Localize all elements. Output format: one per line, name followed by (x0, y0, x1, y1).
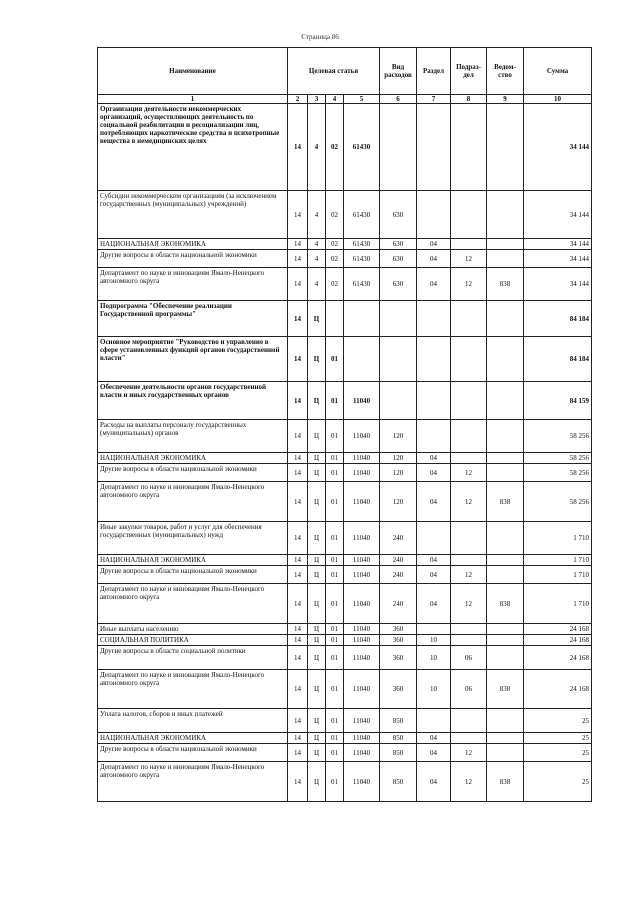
cell-subprogram: 4 (308, 191, 326, 239)
cell-direction: 11040 (344, 646, 380, 670)
cell-subsection: 12 (451, 464, 487, 482)
table-row (98, 744, 592, 762)
table-row (98, 733, 592, 744)
cell-name: Департамент по науке и инновациям Ямало-Ненецкого автономного округа (98, 584, 288, 624)
cell-measure: 01 (326, 624, 344, 635)
cell-program: 14 (288, 239, 308, 250)
cell-subsection (451, 522, 487, 555)
cell-section: 10 (417, 670, 451, 709)
cell-program: 14 (288, 453, 308, 464)
cell-department (487, 239, 524, 250)
cell-subprogram: Ц (308, 709, 326, 733)
cell-expense-type: 630 (380, 191, 417, 239)
cell-expense-type: 850 (380, 733, 417, 744)
cell-program: 14 (288, 301, 308, 337)
cell-name: Уплата налогов, сборов и иных платежей (98, 709, 288, 733)
header-target: Целевая статья (288, 48, 380, 95)
table-row (98, 337, 592, 382)
cell-direction: 61430 (344, 250, 380, 268)
cell-direction: 11040 (344, 709, 380, 733)
cell-measure: 01 (326, 709, 344, 733)
cell-subprogram: 4 (308, 239, 326, 250)
cell-section: 04 (417, 555, 451, 566)
cell-program: 14 (288, 464, 308, 482)
cell-name: Расходы на выплаты персоналу государственных (муниципальных) органов (98, 420, 288, 453)
cell-department: 838 (487, 584, 524, 624)
table-row (98, 670, 592, 709)
cell-program: 14 (288, 744, 308, 762)
table-row (98, 191, 592, 239)
cell-expense-type (380, 104, 417, 191)
cell-section: 04 (417, 250, 451, 268)
cell-subprogram: Ц (308, 646, 326, 670)
cell-name: НАЦИОНАЛЬНАЯ ЭКОНОМИКА (98, 239, 288, 250)
table-row (98, 382, 592, 420)
cell-amount: 24 168 (524, 624, 592, 635)
cell-department (487, 733, 524, 744)
cell-subprogram: Ц (308, 464, 326, 482)
cell-amount: 34 144 (524, 239, 592, 250)
cell-section: 04 (417, 744, 451, 762)
header-name: Наименование (98, 48, 288, 95)
cell-program: 14 (288, 191, 308, 239)
cell-subsection (451, 191, 487, 239)
cell-subsection: 12 (451, 762, 487, 802)
cell-department (487, 624, 524, 635)
cell-subsection (451, 104, 487, 191)
cell-direction: 11040 (344, 522, 380, 555)
cell-amount: 34 144 (524, 191, 592, 239)
cell-program: 14 (288, 646, 308, 670)
cell-subprogram: 4 (308, 268, 326, 301)
cell-department (487, 709, 524, 733)
cell-amount: 58 256 (524, 464, 592, 482)
cell-expense-type: 360 (380, 646, 417, 670)
cell-department (487, 744, 524, 762)
cell-amount: 24 168 (524, 635, 592, 646)
cell-name: Другие вопросы в области социальной политики (98, 646, 288, 670)
cell-amount: 34 144 (524, 268, 592, 301)
cell-measure: 01 (326, 566, 344, 584)
cell-subsection: 12 (451, 566, 487, 584)
header-podrazdel: Подраз-дел (451, 48, 487, 95)
cell-subprogram: Ц (308, 420, 326, 453)
cell-amount: 84 184 (524, 301, 592, 337)
cell-direction: 61430 (344, 191, 380, 239)
cell-expense-type: 120 (380, 464, 417, 482)
cell-expense-type (380, 382, 417, 420)
cell-direction: 11040 (344, 733, 380, 744)
cell-subsection (451, 382, 487, 420)
header-vedomstvo: Ведом-ство (487, 48, 524, 95)
cell-program: 14 (288, 250, 308, 268)
table-row (98, 464, 592, 482)
cell-department (487, 453, 524, 464)
cell-section: 04 (417, 239, 451, 250)
cell-subprogram: Ц (308, 482, 326, 522)
table-row (98, 268, 592, 301)
header-row (98, 48, 592, 95)
cell-name: Другие вопросы в области национальной экономики (98, 744, 288, 762)
col-number: 3 (308, 95, 326, 104)
cell-subprogram: Ц (308, 301, 326, 337)
col-number: 6 (380, 95, 417, 104)
cell-subsection (451, 733, 487, 744)
cell-subprogram: Ц (308, 453, 326, 464)
cell-subsection: 12 (451, 482, 487, 522)
cell-section (417, 522, 451, 555)
cell-subsection (451, 453, 487, 464)
cell-direction: 11040 (344, 420, 380, 453)
cell-measure: 02 (326, 250, 344, 268)
cell-program: 14 (288, 670, 308, 709)
cell-department: 838 (487, 762, 524, 802)
cell-department (487, 337, 524, 382)
cell-amount: 84 159 (524, 382, 592, 420)
cell-expense-type: 240 (380, 566, 417, 584)
cell-program: 14 (288, 733, 308, 744)
cell-measure: 01 (326, 420, 344, 453)
cell-subprogram: Ц (308, 522, 326, 555)
cell-direction: 61430 (344, 239, 380, 250)
cell-amount: 58 256 (524, 453, 592, 464)
cell-subprogram: 4 (308, 250, 326, 268)
cell-section (417, 301, 451, 337)
cell-measure: 02 (326, 191, 344, 239)
cell-expense-type: 120 (380, 420, 417, 453)
col-number: 2 (288, 95, 308, 104)
cell-measure: 01 (326, 762, 344, 802)
cell-department (487, 566, 524, 584)
cell-subprogram: Ц (308, 733, 326, 744)
cell-amount: 25 (524, 709, 592, 733)
cell-expense-type: 630 (380, 239, 417, 250)
cell-measure: 01 (326, 646, 344, 670)
table-row (98, 522, 592, 555)
cell-section: 10 (417, 635, 451, 646)
cell-direction: 11040 (344, 382, 380, 420)
col-number: 10 (524, 95, 592, 104)
col-number: 9 (487, 95, 524, 104)
cell-subsection (451, 301, 487, 337)
cell-measure: 02 (326, 104, 344, 191)
table-row (98, 301, 592, 337)
table-row (98, 635, 592, 646)
cell-program: 14 (288, 762, 308, 802)
page-number-label: Страница 86 (301, 33, 339, 41)
cell-section: 04 (417, 482, 451, 522)
cell-program: 14 (288, 624, 308, 635)
cell-subprogram: Ц (308, 624, 326, 635)
cell-section: 04 (417, 733, 451, 744)
cell-subsection (451, 709, 487, 733)
table-row (98, 250, 592, 268)
cell-subsection (451, 555, 487, 566)
cell-amount: 25 (524, 744, 592, 762)
cell-direction: 11040 (344, 635, 380, 646)
cell-subprogram: Ц (308, 566, 326, 584)
cell-name: Другие вопросы в области национальной экономики (98, 250, 288, 268)
cell-amount: 1 710 (524, 566, 592, 584)
cell-expense-type: 850 (380, 744, 417, 762)
cell-name: Департамент по науке и инновациям Ямало-Ненецкого автономного округа (98, 482, 288, 522)
cell-measure: 02 (326, 268, 344, 301)
cell-department: 838 (487, 482, 524, 522)
cell-direction: 11040 (344, 670, 380, 709)
cell-direction: 61430 (344, 104, 380, 191)
cell-expense-type: 120 (380, 453, 417, 464)
cell-section: 04 (417, 453, 451, 464)
table-row (98, 482, 592, 522)
table-body (98, 104, 592, 802)
table-row (98, 453, 592, 464)
cell-name: СОЦИАЛЬНАЯ ПОЛИТИКА (98, 635, 288, 646)
table-row (98, 566, 592, 584)
header-summa: Сумма (524, 48, 592, 95)
cell-section: 04 (417, 762, 451, 802)
cell-direction: 11040 (344, 584, 380, 624)
cell-amount: 1 710 (524, 555, 592, 566)
cell-department (487, 250, 524, 268)
cell-department: 838 (487, 670, 524, 709)
cell-department (487, 555, 524, 566)
cell-expense-type: 240 (380, 584, 417, 624)
cell-subsection (451, 420, 487, 453)
cell-measure: 01 (326, 733, 344, 744)
cell-department (487, 191, 524, 239)
cell-department (487, 301, 524, 337)
cell-measure: 01 (326, 555, 344, 566)
cell-section (417, 420, 451, 453)
col-number: 4 (326, 95, 344, 104)
table-row (98, 762, 592, 802)
cell-expense-type: 630 (380, 268, 417, 301)
cell-department (487, 522, 524, 555)
cell-expense-type: 240 (380, 555, 417, 566)
cell-name: Департамент по науке и инновациям Ямало-Ненецкого автономного округа (98, 268, 288, 301)
cell-name: Подпрограмма "Обеспечение реализации Государственной программы" (98, 301, 288, 337)
cell-name: Другие вопросы в области национальной экономики (98, 566, 288, 584)
cell-measure: 01 (326, 482, 344, 522)
table-row (98, 624, 592, 635)
cell-subsection (451, 624, 487, 635)
cell-program: 14 (288, 382, 308, 420)
cell-program: 14 (288, 555, 308, 566)
col-number: 1 (98, 95, 288, 104)
cell-amount: 58 256 (524, 482, 592, 522)
cell-name: Иные закупки товаров, работ и услуг для обеспечения государственных (муниципальных) нужд (98, 522, 288, 555)
cell-expense-type: 120 (380, 482, 417, 522)
cell-subprogram: Ц (308, 382, 326, 420)
cell-name: Основное мероприятие "Руководство и управление в сфере установленных функций органов государственной власти" (98, 337, 288, 382)
cell-section (417, 337, 451, 382)
cell-program: 14 (288, 268, 308, 301)
cell-name: Департамент по науке и инновациям Ямало-Ненецкого автономного округа (98, 762, 288, 802)
table-row (98, 709, 592, 733)
cell-direction: 11040 (344, 464, 380, 482)
cell-program: 14 (288, 566, 308, 584)
cell-subprogram: Ц (308, 584, 326, 624)
cell-section (417, 382, 451, 420)
cell-amount: 58 256 (524, 420, 592, 453)
cell-direction (344, 301, 380, 337)
cell-direction: 11040 (344, 555, 380, 566)
cell-section (417, 191, 451, 239)
cell-subprogram: 4 (308, 104, 326, 191)
cell-section (417, 709, 451, 733)
cell-name: Иные выплаты населению (98, 624, 288, 635)
table-row (98, 104, 592, 191)
cell-name: НАЦИОНАЛЬНАЯ ЭКОНОМИКА (98, 453, 288, 464)
cell-measure: 01 (326, 635, 344, 646)
cell-section (417, 104, 451, 191)
cell-subsection: 12 (451, 268, 487, 301)
cell-expense-type: 850 (380, 762, 417, 802)
cell-expense-type: 360 (380, 635, 417, 646)
cell-measure: 01 (326, 453, 344, 464)
cell-direction: 61430 (344, 268, 380, 301)
budget-table (97, 47, 592, 802)
cell-program: 14 (288, 482, 308, 522)
cell-department (487, 382, 524, 420)
cell-expense-type: 360 (380, 670, 417, 709)
cell-measure (326, 301, 344, 337)
cell-subsection (451, 239, 487, 250)
cell-section: 04 (417, 584, 451, 624)
cell-name: Другие вопросы в области национальной экономики (98, 464, 288, 482)
cell-amount: 25 (524, 733, 592, 744)
cell-direction: 11040 (344, 624, 380, 635)
cell-department (487, 420, 524, 453)
table-row (98, 420, 592, 453)
cell-amount: 1 710 (524, 584, 592, 624)
cell-amount: 34 144 (524, 104, 592, 191)
cell-program: 14 (288, 337, 308, 382)
cell-name: Организация деятельности некоммерческих организаций, осуществляющих деятельность по социальной реабилитации и ресоциализации лиц, потребляющих наркотические средства и психотропные вещества в немедицинских целях (98, 104, 288, 191)
cell-program: 14 (288, 635, 308, 646)
cell-section: 04 (417, 566, 451, 584)
cell-program: 14 (288, 104, 308, 191)
cell-subprogram: Ц (308, 555, 326, 566)
cell-subprogram: Ц (308, 635, 326, 646)
cell-expense-type: 360 (380, 624, 417, 635)
cell-department: 838 (487, 268, 524, 301)
cell-subprogram: Ц (308, 744, 326, 762)
cell-amount: 34 144 (524, 250, 592, 268)
header-vid: Вид расходов (380, 48, 417, 95)
cell-subsection: 12 (451, 584, 487, 624)
cell-program: 14 (288, 584, 308, 624)
cell-measure: 01 (326, 744, 344, 762)
cell-measure: 01 (326, 670, 344, 709)
cell-amount: 24 168 (524, 670, 592, 709)
table-row (98, 646, 592, 670)
cell-subsection: 12 (451, 250, 487, 268)
cell-measure: 01 (326, 382, 344, 420)
cell-direction: 11040 (344, 566, 380, 584)
cell-direction: 11040 (344, 762, 380, 802)
cell-section: 04 (417, 464, 451, 482)
cell-subsection (451, 337, 487, 382)
cell-expense-type (380, 301, 417, 337)
cell-subprogram: Ц (308, 762, 326, 802)
column-number-row (98, 95, 592, 104)
cell-program: 14 (288, 709, 308, 733)
cell-section: 04 (417, 268, 451, 301)
cell-measure: 01 (326, 464, 344, 482)
table-row (98, 584, 592, 624)
cell-expense-type (380, 337, 417, 382)
cell-section: 10 (417, 646, 451, 670)
cell-name: НАЦИОНАЛЬНАЯ ЭКОНОМИКА (98, 733, 288, 744)
cell-subprogram: Ц (308, 337, 326, 382)
cell-measure: 01 (326, 522, 344, 555)
cell-subsection (451, 635, 487, 646)
cell-amount: 25 (524, 762, 592, 802)
cell-amount: 1 710 (524, 522, 592, 555)
cell-amount: 84 184 (524, 337, 592, 382)
cell-section (417, 624, 451, 635)
col-number: 5 (344, 95, 380, 104)
cell-direction (344, 337, 380, 382)
cell-measure: 01 (326, 584, 344, 624)
cell-subsection: 06 (451, 646, 487, 670)
cell-program: 14 (288, 420, 308, 453)
cell-subsection: 06 (451, 670, 487, 709)
cell-name: Субсидии некоммерческим организациям (за исключением государственных (муниципальных) учреждений) (98, 191, 288, 239)
cell-program: 14 (288, 522, 308, 555)
cell-expense-type: 850 (380, 709, 417, 733)
cell-subprogram: Ц (308, 670, 326, 709)
cell-measure: 02 (326, 239, 344, 250)
cell-name: Обеспечение деятельности органов государственной власти и иных государственных органов (98, 382, 288, 420)
cell-expense-type: 630 (380, 250, 417, 268)
cell-direction: 11040 (344, 482, 380, 522)
cell-amount: 24 168 (524, 646, 592, 670)
cell-department (487, 646, 524, 670)
cell-direction: 11040 (344, 744, 380, 762)
cell-name: Департамент по науке и инновациям Ямало-Ненецкого автономного округа (98, 670, 288, 709)
table-row (98, 239, 592, 250)
col-number: 7 (417, 95, 451, 104)
header-razdel: Раздел (417, 48, 451, 95)
col-number: 8 (451, 95, 487, 104)
table-row (98, 555, 592, 566)
cell-name: НАЦИОНАЛЬНАЯ ЭКОНОМИКА (98, 555, 288, 566)
cell-subsection: 12 (451, 744, 487, 762)
cell-direction: 11040 (344, 453, 380, 464)
cell-measure: 01 (326, 337, 344, 382)
cell-department (487, 635, 524, 646)
cell-department (487, 104, 524, 191)
cell-department (487, 464, 524, 482)
cell-expense-type: 240 (380, 522, 417, 555)
